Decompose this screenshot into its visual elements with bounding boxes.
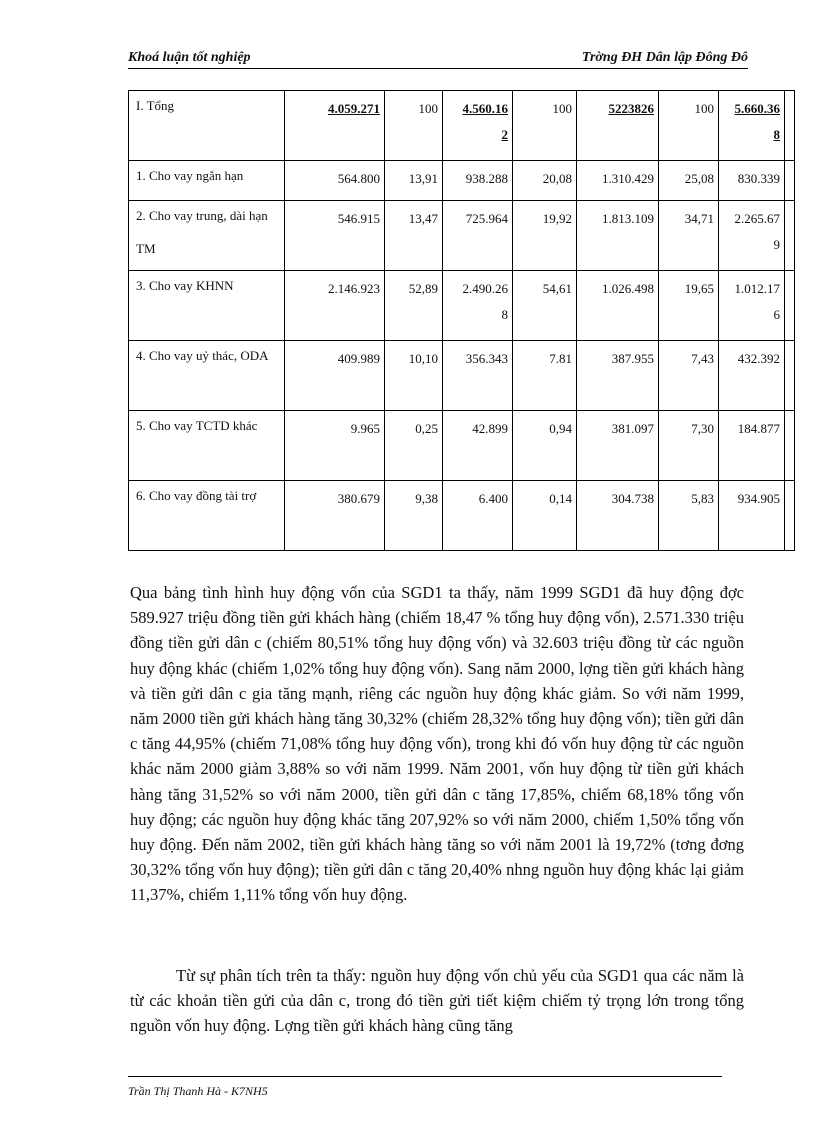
paragraph-2: Từ sự phân tích trên ta thấy: nguồn huy động vốn chủ yếu của SGD1 qua các năm là từ các khoản tiền gửi của dân c, trong đó tiền gửi tiết kiệm chiếm tỷ trọng lớn trong tổng nguồn vốn huy động. Lợng tiền gửi khách hàng cũng tăng: [130, 966, 744, 1036]
row-label: I. Tổng: [136, 98, 175, 113]
value-cell: [513, 481, 577, 551]
cell-value: 7.81: [549, 351, 572, 366]
row-label-cell: [129, 271, 285, 341]
value-cell: [719, 201, 785, 271]
value-cell: [385, 161, 443, 201]
value-cell: [577, 411, 659, 481]
cell-value: 1.012.17: [734, 281, 780, 296]
cell-value: 100: [694, 101, 714, 116]
value-cell: [443, 341, 513, 411]
value-cell: [285, 411, 385, 481]
value-cell: [443, 481, 513, 551]
footer-rule: [128, 1076, 722, 1077]
cell-value: 42.899: [472, 421, 508, 436]
value-cell: [577, 341, 659, 411]
cell-value: 2.490.26: [462, 281, 508, 296]
table-row: [129, 91, 795, 161]
cell-value: 100: [418, 101, 438, 116]
clipped-column: [785, 481, 795, 551]
paragraph-1: Qua bảng tình hình huy động vốn của SGD1 ta thấy, năm 1999 SGD1 đã huy động đợc 589.927 triệu đồng tiền gửi khách hàng (chiếm 18,47 % tổng huy động vốn), 2.571.330 triệu đồng tiền gửi dân c (chiếm 80,51% tổng huy động vốn) và 32.603 triệu đồng từ các nguồn huy động khác (chiếm 1,02% tổng huy động vốn). Sang năm 2000, lợng tiền gửi khách hàng và tiền gửi dân c gia tăng mạnh, riêng các nguồn huy động khác giảm. So với năm 1999, năm 2000 tiền gửi khách hàng tăng 30,32% (chiếm 28,32% tổng huy động vốn); tiền gửi dân c tăng 44,95% (chiếm 71,08% tổng huy động vốn), trong khi đó vốn huy động từ các nguồn khác năm 2000 giảm 3,88% so với năm 1999. Năm 2001, vốn huy động từ tiền gửi khách hàng tăng 31,52% so với năm 2000, tiền gửi dân c tăng 17,85%, chiếm 68,18% tổng vốn huy động; các nguồn huy động khác tăng 207,92% so với năm 2000, chiếm 1,50% tổng vốn huy động. Đến năm 2002, tiền gửi khách hàng tăng so với năm 2001 là 19,72% (tơng đơng 30,32% tổng vốn huy động); tiền gửi dân c tăng 20,40% nhng nguồn huy động khác lại giảm 11,37%, chiếm 1,11% tổng vốn huy động.: [130, 583, 744, 905]
clipped-column: [785, 341, 795, 411]
value-cell: [577, 201, 659, 271]
value-cell: [719, 161, 785, 201]
value-cell: [285, 481, 385, 551]
value-cell: [385, 201, 443, 271]
row-label: 3. Cho vay KHNN: [136, 278, 234, 293]
cell-value: 934.905: [737, 491, 780, 506]
value-cell: [659, 201, 719, 271]
value-cell: [385, 481, 443, 551]
value-cell: [513, 91, 577, 161]
cell-value: 6.400: [478, 491, 508, 506]
cell-value-cont: 6: [773, 307, 780, 322]
clipped-column: [785, 201, 795, 271]
cell-value: 304.738: [611, 491, 654, 506]
cell-value: 9.965: [350, 421, 380, 436]
cell-value: 381.097: [611, 421, 654, 436]
cell-value: 0,14: [549, 491, 572, 506]
value-cell: [719, 481, 785, 551]
value-cell: [385, 341, 443, 411]
clipped-column: [785, 91, 795, 161]
value-cell: [443, 411, 513, 481]
cell-value: 1.310.429: [602, 171, 654, 186]
clipped-column: [785, 411, 795, 481]
cell-value: 2.146.923: [328, 281, 380, 296]
row-label-cell: [129, 91, 285, 161]
cell-value: 13,91: [408, 171, 438, 186]
value-cell: [659, 161, 719, 201]
value-cell: [285, 271, 385, 341]
table-row: [129, 201, 795, 271]
row-label: 1. Cho vay ngắn hạn: [136, 168, 244, 183]
value-cell: [719, 411, 785, 481]
value-cell: [719, 91, 785, 161]
value-cell: [385, 411, 443, 481]
cell-value: 20,08: [542, 171, 572, 186]
header-right-school: Trờng ĐH Dân lập Đông Đô: [581, 50, 748, 65]
value-cell: [577, 271, 659, 341]
page-footer: Trần Thị Thanh Hà - K7NH5: [128, 1084, 268, 1098]
cell-value-cont: 9: [773, 237, 780, 252]
value-cell: [659, 411, 719, 481]
clipped-column: [785, 161, 795, 201]
value-cell: [443, 271, 513, 341]
cell-value: 546.915: [337, 211, 380, 226]
value-cell: [513, 161, 577, 201]
cell-value: 10,10: [408, 351, 438, 366]
row-label-cell: [129, 201, 285, 271]
cell-value: 0,25: [415, 421, 438, 436]
row-label: 5. Cho vay TCTD khác: [136, 418, 258, 433]
value-cell: [513, 411, 577, 481]
cell-value: 19,92: [542, 211, 572, 226]
cell-value: 9,38: [415, 491, 438, 506]
cell-value: 52,89: [408, 281, 438, 296]
cell-value-cont: 8: [773, 127, 780, 142]
value-cell: [285, 341, 385, 411]
value-cell: [385, 271, 443, 341]
cell-value: 4.560.16: [462, 101, 508, 116]
value-cell: [285, 91, 385, 161]
value-cell: [443, 201, 513, 271]
cell-value: 938.288: [465, 171, 508, 186]
cell-value: 100: [552, 101, 572, 116]
cell-value: 380.679: [337, 491, 380, 506]
cell-value: 1.813.109: [602, 211, 654, 226]
value-cell: [659, 271, 719, 341]
cell-value: 5,83: [691, 491, 714, 506]
cell-value: 2.265.67: [734, 211, 780, 226]
value-cell: [513, 201, 577, 271]
cell-value: 184.877: [737, 421, 780, 436]
value-cell: [577, 481, 659, 551]
row-label-cell: [129, 341, 285, 411]
value-cell: [577, 91, 659, 161]
cell-value: 432.392: [737, 351, 780, 366]
cell-value: 387.955: [611, 351, 654, 366]
value-cell: [443, 91, 513, 161]
value-cell: [659, 91, 719, 161]
table-row: [129, 411, 795, 481]
value-cell: [719, 341, 785, 411]
row-label-cell: [129, 411, 285, 481]
value-cell: [285, 161, 385, 201]
page-header: [128, 48, 748, 69]
value-cell: [577, 161, 659, 201]
row-label: 4. Cho vay uỷ thác, ODA: [136, 348, 269, 363]
cell-value: 830.339: [737, 171, 780, 186]
value-cell: [385, 91, 443, 161]
value-cell: [285, 201, 385, 271]
row-label: 6. Cho vay đồng tài trợ: [136, 488, 257, 503]
cell-value: 356.343: [465, 351, 508, 366]
clipped-column: [785, 271, 795, 341]
cell-value: 564.800: [337, 171, 380, 186]
cell-value: 25,08: [684, 171, 714, 186]
cell-value: 19,65: [684, 281, 714, 296]
row-label-cell: [129, 481, 285, 551]
cell-value-cont: 2: [501, 127, 508, 142]
cell-value: 7,30: [691, 421, 714, 436]
value-cell: [659, 341, 719, 411]
cell-value: 5.660.36: [734, 101, 780, 116]
cell-value: 0,94: [549, 421, 572, 436]
table-row: [129, 341, 795, 411]
header-left-title: Khoá luận tốt nghiệp: [128, 50, 251, 65]
value-cell: [513, 271, 577, 341]
cell-value: 1.026.498: [602, 281, 654, 296]
cell-value: 7,43: [691, 351, 714, 366]
value-cell: [513, 341, 577, 411]
table-row: [129, 481, 795, 551]
cell-value: 409.989: [337, 351, 380, 366]
table-row: [129, 271, 795, 341]
cell-value: 725.964: [465, 211, 508, 226]
loan-table: [128, 90, 795, 551]
value-cell: [719, 271, 785, 341]
cell-value: 5223826: [608, 101, 654, 116]
cell-value: 13,47: [408, 211, 438, 226]
value-cell: [443, 161, 513, 201]
row-label: 2. Cho vay trung, dài hạn TM: [136, 208, 268, 256]
cell-value-cont: 8: [501, 307, 508, 322]
cell-value: 34,71: [684, 211, 714, 226]
cell-value: 4.059.271: [328, 101, 380, 116]
cell-value: 54,61: [542, 281, 572, 296]
value-cell: [659, 481, 719, 551]
